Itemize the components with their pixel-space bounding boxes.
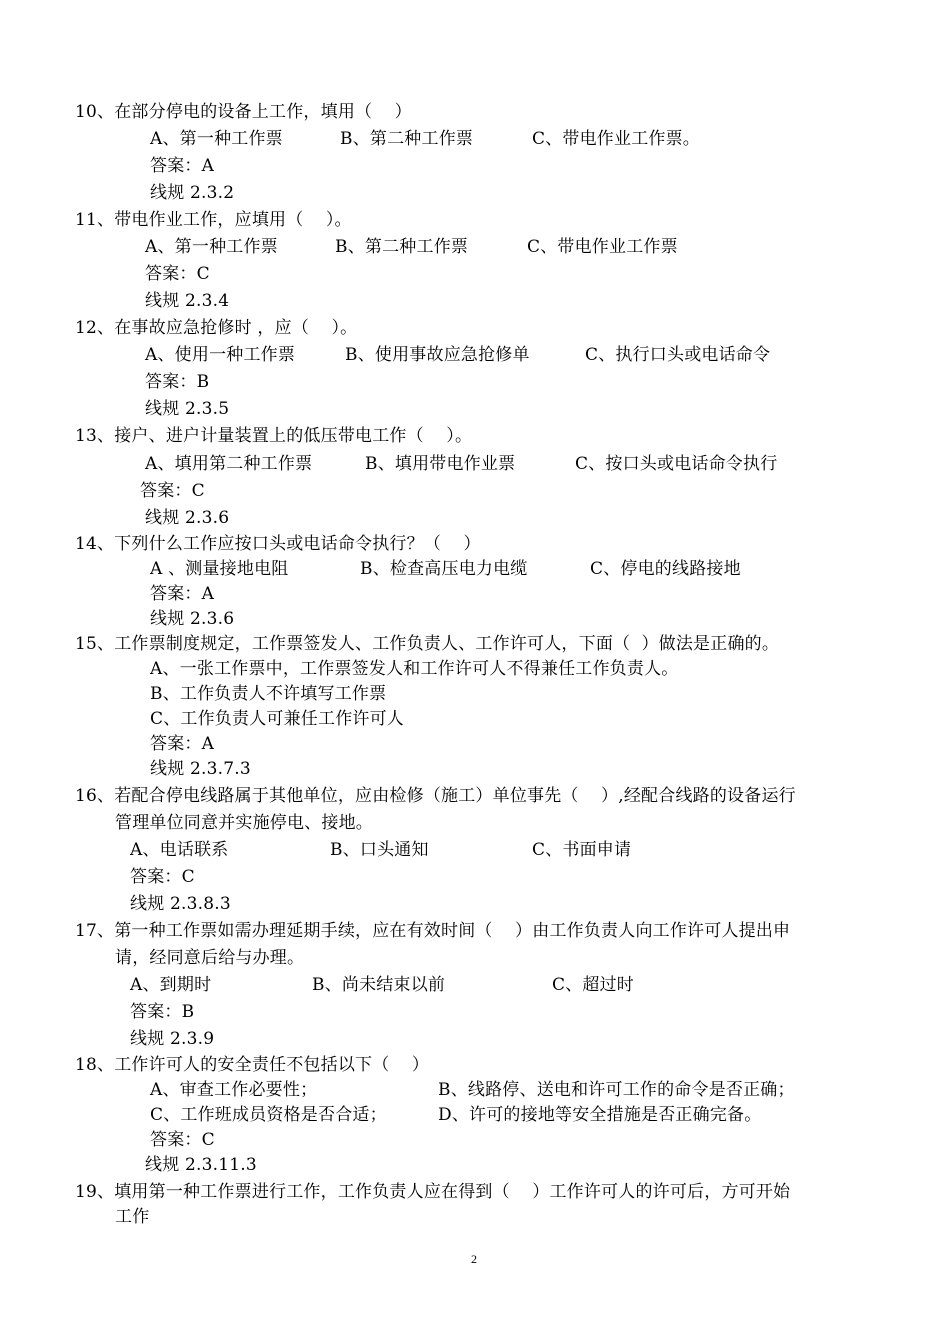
q15-answer: 答案：A — [150, 734, 215, 754]
q16-option-c: C、书面申请 — [532, 840, 632, 860]
question-10-text: 10、在部分停电的设备上工作，填用（ ） — [75, 102, 412, 122]
q14-option-c: C、停电的线路接地 — [590, 559, 741, 579]
question-16-text-continued: 管理单位同意并实施停电、接地。 — [115, 813, 373, 833]
q12-option-c: C、执行口头或电话命令 — [585, 345, 771, 365]
q15-option-b: B、工作负责人不许填写工作票 — [150, 684, 387, 704]
q16-option-b: B、口头通知 — [330, 840, 429, 860]
q12-reference: 线规 2.3.5 — [145, 399, 230, 419]
q13-option-c: C、按口头或电话命令执行 — [575, 454, 778, 474]
q10-answer: 答案：A — [150, 156, 215, 176]
question-13-text: 13、接户、进户计量装置上的低压带电工作（ ）。 — [75, 426, 473, 446]
q11-reference: 线规 2.3.4 — [145, 291, 230, 311]
q12-option-b: B、使用事故应急抢修单 — [345, 345, 530, 365]
q13-option-b: B、填用带电作业票 — [365, 454, 516, 474]
q14-answer: 答案：A — [150, 584, 215, 604]
q14-reference: 线规 2.3.6 — [150, 609, 235, 629]
q16-answer: 答案：C — [130, 867, 195, 887]
question-15-text: 15、工作票制度规定，工作票签发人、工作负责人、工作许可人，下面（ ）做法是正确的。 — [75, 634, 780, 654]
q17-option-b: B、尚未结束以前 — [312, 975, 446, 995]
question-11-text: 11、带电作业工作，应填用（ ）。 — [75, 210, 352, 230]
q13-answer: 答案：C — [140, 481, 205, 501]
q12-answer: 答案：B — [145, 372, 210, 392]
page-number: 2 — [471, 1252, 477, 1266]
q11-option-a: A、第一种工作票 — [145, 237, 278, 257]
q14-option-b: B、检查高压电力电缆 — [360, 559, 528, 579]
q16-reference: 线规 2.3.8.3 — [130, 894, 231, 914]
q15-option-a: A、一张工作票中，工作票签发人和工作许可人不得兼任工作负责人。 — [150, 659, 679, 679]
q15-option-c: C、工作负责人可兼任工作许可人 — [150, 709, 405, 729]
question-14-text: 14、下列什么工作应按口头或电话命令执行？（ ） — [75, 534, 481, 554]
q18-option-b: B、线路停、送电和许可工作的命令是否正确； — [438, 1080, 795, 1100]
q18-reference: 线规 2.3.11.3 — [145, 1155, 257, 1175]
q18-option-c: C、工作班成员资格是否合适； — [150, 1105, 387, 1125]
question-18-text: 18、工作许可人的安全责任不包括以下（ ） — [75, 1055, 430, 1075]
question-17-text-continued: 请，经同意后给与办理。 — [115, 948, 305, 968]
q16-option-a: A、电话联系 — [130, 840, 229, 860]
q14-option-a: A 、测量接地电阻 — [150, 559, 289, 579]
q18-option-a: A、审查工作必要性； — [150, 1080, 318, 1100]
q13-option-a: A、填用第二种工作票 — [145, 454, 313, 474]
question-19-text-continued: 工作 — [115, 1207, 150, 1227]
question-16-text: 16、若配合停电线路属于其他单位，应由检修（施工）单位事先（ ）,经配合线路的设备运行 — [75, 786, 796, 806]
q18-answer: 答案：C — [150, 1130, 215, 1150]
q17-answer: 答案：B — [130, 1002, 195, 1022]
q10-option-c: C、带电作业工作票。 — [532, 129, 701, 149]
q12-option-a: A、使用一种工作票 — [145, 345, 296, 365]
question-19-text: 19、填用第一种工作票进行工作，工作负责人应在得到（ ）工作许可人的许可后，方可开始 — [75, 1182, 791, 1202]
q17-option-a: A、到期时 — [130, 975, 212, 995]
q15-reference: 线规 2.3.7.3 — [150, 759, 251, 779]
q11-answer: 答案：C — [145, 264, 210, 284]
q11-option-c: C、带电作业工作票 — [527, 237, 678, 257]
q13-reference: 线规 2.3.6 — [145, 508, 230, 528]
q11-option-b: B、第二种工作票 — [335, 237, 469, 257]
question-17-text: 17、第一种工作票如需办理延期手续，应在有效时间（ ）由工作负责人向工作许可人提出申 — [75, 921, 791, 941]
q17-option-c: C、超过时 — [552, 975, 635, 995]
q18-option-d: D、许可的接地等安全措施是否正确完备。 — [438, 1105, 762, 1125]
q10-reference: 线规 2.3.2 — [150, 183, 235, 203]
question-12-text: 12、在事故应急抢修时 ，应（ ）。 — [75, 318, 358, 338]
q10-option-a: A、第一种工作票 — [150, 129, 283, 149]
q10-option-b: B、第二种工作票 — [340, 129, 474, 149]
q17-reference: 线规 2.3.9 — [130, 1029, 215, 1049]
